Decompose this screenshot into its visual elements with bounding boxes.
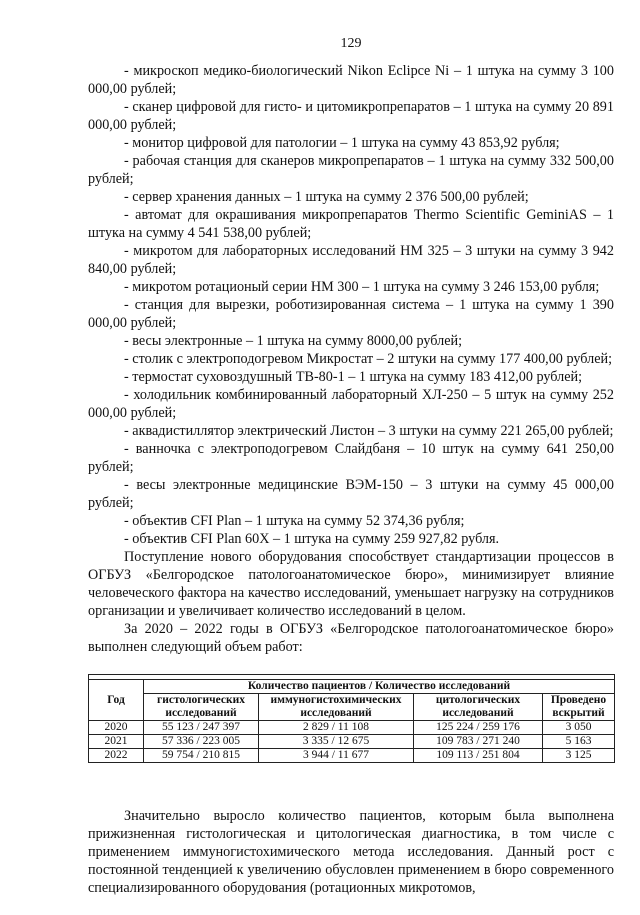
table-row [89,749,615,763]
column-header-ihc: иммуногистохимических исследований [259,694,414,721]
equipment-item: - рабочая станция для сканеров микропрепаратов – 1 штука на сумму 332 500,00 рублей; [88,153,614,187]
cell-ihc: 3 335 / 12 675 [259,735,414,749]
cell-year: 2020 [89,721,144,735]
table-group-header: Количество пациентов / Количество исследований [144,680,615,694]
cell-autopsies: 5 163 [543,735,615,749]
cell-histology: 59 754 / 210 815 [144,749,259,763]
cell-cytology: 125 224 / 259 176 [414,721,543,735]
paragraph-period: За 2020 – 2022 годы в ОГБУЗ «Белгородское патологоанатомическое бюро» выполнен следующий объем работ: [88,621,614,655]
equipment-item: - микроскоп медико-биологический Nikon Eclipce Ni – 1 штука на сумму 3 100 000,00 рублей; [88,63,614,97]
page-number: 129 [340,36,362,51]
equipment-item: - холодильник комбинированный лабораторный ХЛ-250 – 5 штук на сумму 252 000,00 рублей; [88,387,614,421]
equipment-list [88,62,614,548]
equipment-item: - автомат для окрашивания микропрепаратов Thermo Scientific GeminiAS – 1 штука на сумму 4 541 538,00 рублей; [88,207,614,241]
column-header-autopsies: Проведено вскрытий [543,694,615,721]
equipment-item: - весы электронные – 1 штука на сумму 8000,00 рублей; [124,333,463,349]
equipment-item: - станция для вырезки, роботизированная система – 1 штука на сумму 1 390 000,00 рублей; [88,297,614,331]
equipment-item: - весы электронные медицинские ВЭМ-150 – 3 штуки на сумму 45 000,00 рублей; [88,477,614,511]
paragraph-growth: Значительно выросло количество пациентов, которым была выполнена прижизненная гистологическая и цитологическая диагностика, в том числе с применением иммуногистохимического метода исследования. Данный рост с постоянной тенденцией к увеличению обусловлен применением в бюро современного специализированного оборудования (ротационных микротомов, [88,808,614,896]
cell-year: 2021 [89,735,144,749]
cell-ihc: 2 829 / 11 108 [259,721,414,735]
equipment-item: - ванночка с электроподогревом Слайдбаня – 10 штук на сумму 641 250,00 рублей; [88,441,614,475]
cell-ihc: 3 944 / 11 677 [259,749,414,763]
table-row [89,721,615,735]
equipment-item: - сканер цифровой для гисто- и цитомикропрепаратов – 1 штука на сумму 20 891 000,00 рублей; [88,99,614,133]
work-volume-table [88,674,615,763]
equipment-item: - объектив CFI Plan – 1 штука на сумму 52 374,36 рубля; [124,513,465,529]
equipment-item: - термостат суховоздушный ТВ-80-1 – 1 штука на сумму 183 412,00 рублей; [124,369,583,385]
equipment-item: - сервер хранения данных – 1 штука на сумму 2 376 500,00 рублей; [124,189,529,205]
cell-autopsies: 3 125 [543,749,615,763]
column-header-year: Год [89,680,144,721]
paragraph-standardization: Поступление нового оборудования способствует стандартизации процессов в ОГБУЗ «Белгородское патологоанатомическое бюро», минимизирует влияние человеческого фактора на качество исследований, уменьшает нагрузку на сотрудников организации и увеличивает количество исследований в целом. [88,549,614,619]
cell-histology: 57 336 / 223 005 [144,735,259,749]
table-header-row [89,694,615,721]
cell-cytology: 109 113 / 251 804 [414,749,543,763]
equipment-item: - микротом ротационый серии НМ 300 – 1 штука на сумму 3 246 153,00 рубля; [124,279,600,295]
equipment-item: - микротом для лабораторных исследований НМ 325 – 3 штуки на сумму 3 942 840,00 рублей; [88,243,614,277]
equipment-item: - аквадистиллятор электрический Листон – 3 штуки на сумму 221 265,00 рублей; [124,423,614,439]
cell-histology: 55 123 / 247 397 [144,721,259,735]
equipment-item: - столик с электроподогревом Микростат – 2 штуки на сумму 177 400,00 рублей; [124,351,613,367]
table-group-header-row [89,680,615,694]
cell-year: 2022 [89,749,144,763]
column-header-histology: гистологических исследований [144,694,259,721]
cell-cytology: 109 783 / 271 240 [414,735,543,749]
equipment-item: - объектив CFI Plan 60X – 1 штука на сумму 259 927,82 рубля. [124,531,500,547]
column-header-cytology: цитологических исследований [414,694,543,721]
equipment-item: - монитор цифровой для патологии – 1 штука на сумму 43 853,92 рубля; [124,135,560,151]
table-row [89,735,615,749]
cell-autopsies: 3 050 [543,721,615,735]
